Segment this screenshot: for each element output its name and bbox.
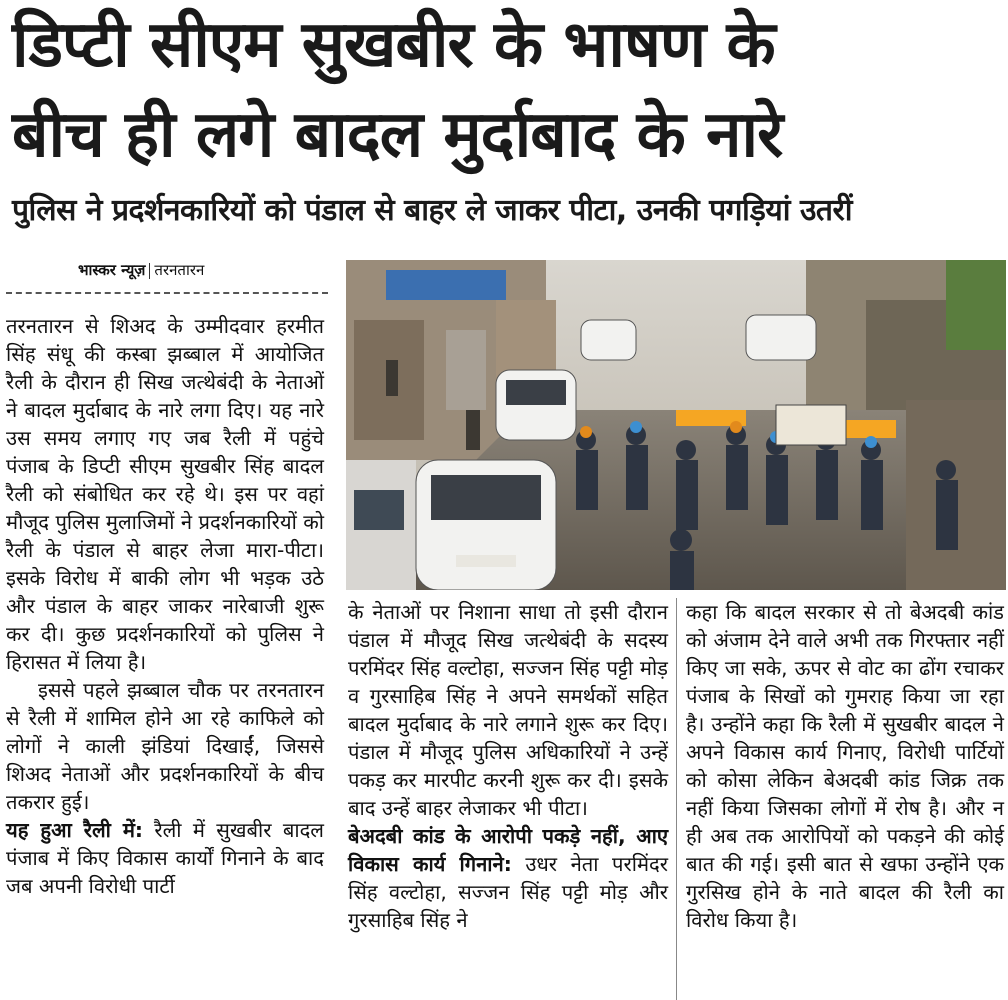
article-column-3 — [686, 598, 1004, 934]
subheadline: पुलिस ने प्रदर्शनकारियों को पंडाल से बाहर ले जाकर पीटा, उनकी पगड़ियां उतरीं — [12, 193, 853, 228]
dashed-divider — [6, 292, 328, 294]
article-column-2 — [348, 598, 668, 934]
subhead-rally: यह हुआ रैली में: — [6, 818, 143, 842]
column-divider-1 — [676, 598, 677, 1000]
byline-place: तरनतारन — [154, 261, 205, 279]
article-paragraph-1: तरनतारन से शिअद के उम्मीदवार हरमीत सिंह संधू की कस्बा झब्बाल में आयोजित रैली के दौरान ही सिख जत्थेबंदी के नेताओं ने बादल मुर्दाबाद के नारे लगा दिए। यह नारे उस समय लगाए गए जब रैली में पहुंचे पंजाब के डिप्टी सीएम सुखबीर सिंह बादल रैली को संबोधित कर रहे थे। इस पर वहां मौजूद पुलिस मुलाजिमों ने प्रदर्शनकारियों को रैली के पंडाल से बाहर लेजा मारा-पीटा। इसके विरोध में बाकी लोग भी भड़क उठे और पंडाल के बाहर जाकर नारेबाजी शुरू कर दी। कुछ प्रदर्शनकारियों को पुलिस ने हिरासत में लिया है। — [6, 314, 324, 674]
headline-line-1: डिप्टी सीएम सुखबीर के भाषण के — [12, 8, 775, 82]
byline — [78, 260, 204, 280]
headline-line-2: बीच ही लगे बादल मुर्दाबाद के नारे — [12, 98, 783, 172]
byline-separator — [149, 263, 150, 279]
article-paragraph-5-text: उधर नेता परमिंदर सिंह वल्टोहा, सज्जन सिंह पट्टी मोड़ और गुरसाहिब सिंह ने — [348, 852, 669, 932]
byline-agency: भास्कर न्यूज़ — [78, 261, 146, 279]
article-column-1 — [6, 312, 324, 900]
photo-illustration — [346, 260, 1006, 590]
article-paragraph-5 — [348, 822, 668, 934]
article-paragraph-2: इससे पहले झब्बाल चौक पर तरनतारन से रैली में शामिल होने आ रहे काफिले को लोगों ने काली झंडियां दिखाईं, जिससे शिअद नेताओं और प्रदर्शनकारियों के बीच तकरार हुई। — [6, 678, 324, 814]
article-paragraph-3-text: रैली में सुखबीर बादल पंजाब में किए विकास कार्यों गिनाने के बाद जब अपनी विरोधी पार्टी — [6, 818, 324, 898]
article-paragraph-3 — [6, 816, 324, 900]
article-paragraph-6: कहा कि बादल सरकार से तो बेअदबी कांड को अंजाम देने वाले अभी तक गिरफ्तार नहीं किए जा सके, ऊपर से वोट का ढोंग रचाकर पंजाब के सिखों को गुमराह किया जा रहा है। उन्होंने कहा कि रैली में सुखबीर बादल ने अपने विकास कार्य गिनाए, विरोधी पार्टियों को कोसा लेकिन बेअदबी कांड जिक्र तक नहीं किया जिसका लोगों में रोष है। और न ही अब तक आरोपियों को पकड़ने की कोई बात की गई। इसी बात से खफा उन्होंने एक गुरसिख होने के नाते बादल की रैली का विरोध किया है। — [686, 600, 1004, 932]
news-photo-rally-street — [346, 260, 1006, 590]
article-paragraph-4: के नेताओं पर निशाना साधा तो इसी दौरान पंडाल में मौजूद सिख जत्थेबंदी के सदस्य परमिंदर सिंह वल्टोहा, सज्जन सिंह पट्टी मोड़ व गुरसाहिब सिंह ने अपने समर्थकों सहित बादल मुर्दाबाद के नारे लगाने शुरू कर दिए। पंडाल में मौजूद पुलिस अधिकारियों ने उन्हें पकड़ कर मारपीट करनी शुरू कर दी। इसके बाद उन्हें बाहर लेजाकर भी पीटा। — [348, 600, 668, 820]
subhead-sacrilege: बेअदबी कांड के आरोपी पकड़े नहीं, आए विकास कार्य गिनाने: — [348, 824, 668, 876]
